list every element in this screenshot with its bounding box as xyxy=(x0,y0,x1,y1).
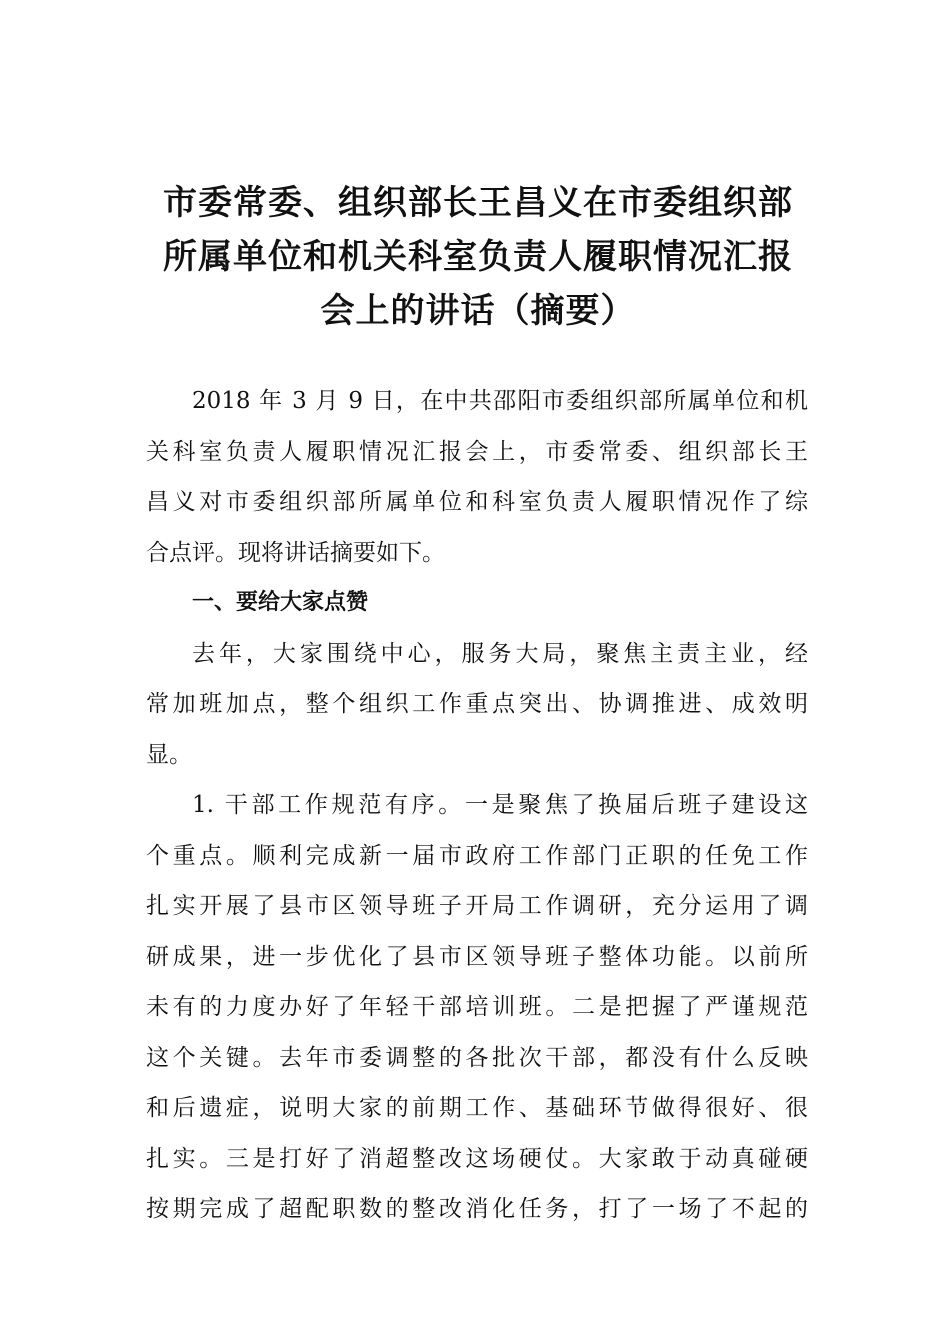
text-line: 1. 干部工作规范有序。一是聚焦了换届后班子建设这 xyxy=(192,792,808,818)
text-line: 个重点。顺利完成新一届市政府工作部门正职的任免工作 xyxy=(146,842,808,869)
paragraph-cadre-work xyxy=(146,780,808,1235)
text-line: 这个关键。去年市委调整的各批次干部，都没有什么反映 xyxy=(146,1044,808,1071)
text-line: 和后遗症，说明大家的前期工作、基础环节做得很好、很 xyxy=(146,1095,808,1121)
document-body xyxy=(146,376,808,1235)
title-line: 会上的讲话（摘要） xyxy=(320,291,636,331)
text-line: 2018 年 3 月 9 日，在中共邵阳市委组织部所属单位和机 xyxy=(192,388,808,414)
paragraph-praise xyxy=(146,629,808,781)
title-line: 所属单位和机关科室负责人履职情况汇报 xyxy=(163,237,793,277)
text-line: 去年，大家围绕中心，服务大局，聚焦主责主业，经 xyxy=(192,640,808,667)
text-line: 按期完成了超配职数的整改消化任务，打了一场了不起的 xyxy=(146,1196,808,1222)
text-line: 常加班加点，整个组织工作重点突出、协调推进、成效明 xyxy=(146,691,808,717)
text-line: 昌义对市委组织部所属单位和科室负责人履职情况作了综 xyxy=(146,489,808,515)
text-line: 扎实开展了县市区领导班子开局工作调研，充分运用了调 xyxy=(146,893,808,919)
paragraph-intro xyxy=(146,376,808,578)
document-title xyxy=(150,176,806,338)
text-line: 合点评。现将讲话摘要如下。 xyxy=(146,539,445,566)
text-line: 扎实。三是打好了消超整改这场硬仗。大家敢于动真碰硬 xyxy=(146,1145,808,1172)
title-line: 市委常委、组织部长王昌义在市委组织部 xyxy=(163,183,793,223)
text-line: 未有的力度办好了年轻干部培训班。二是把握了严谨规范 xyxy=(146,994,808,1020)
section-heading: 一、要给大家点赞 xyxy=(192,590,369,615)
text-line: 关科室负责人履职情况汇报会上，市委常委、组织部长王 xyxy=(146,438,808,465)
text-line: 显。 xyxy=(146,741,192,768)
text-line: 研成果，进一步优化了县市区领导班子整体功能。以前所 xyxy=(146,943,808,970)
